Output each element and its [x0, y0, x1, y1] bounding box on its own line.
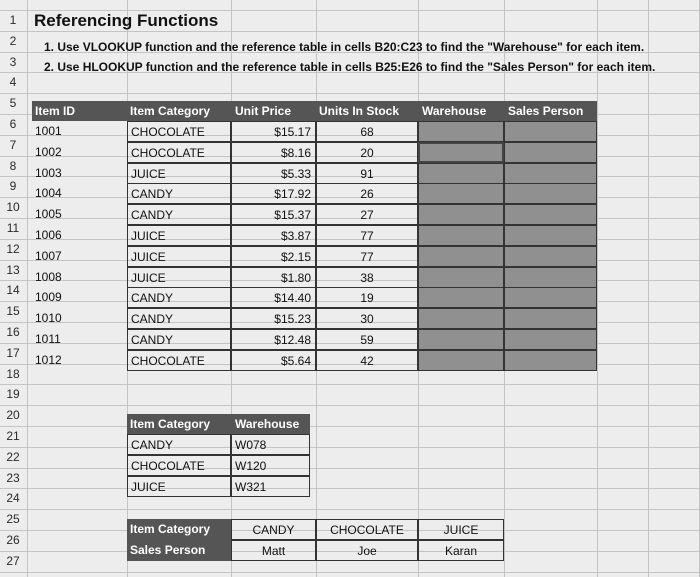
row-number[interactable]: 18 — [6, 366, 20, 381]
cell-unit-price[interactable]: $2.15 — [231, 246, 316, 267]
cell-item-category[interactable]: CHOCOLATE — [127, 350, 231, 371]
cell-warehouse-empty[interactable] — [418, 246, 504, 267]
cell-item-category[interactable]: CANDY — [127, 183, 231, 204]
cell-units-in-stock[interactable]: 42 — [316, 350, 418, 371]
cell-units-in-stock[interactable]: 68 — [316, 121, 418, 142]
row-gridline — [0, 405, 700, 406]
cell-item-id[interactable]: 1007 — [35, 248, 62, 263]
sales-cell-person[interactable]: Karan — [418, 540, 504, 561]
cell-sales-person-empty[interactable] — [504, 204, 597, 225]
header-sales-person[interactable]: Sales Person — [504, 101, 597, 121]
cell-unit-price[interactable]: $3.87 — [231, 225, 316, 246]
row-number[interactable]: 19 — [6, 387, 20, 402]
cell-units-in-stock[interactable]: 77 — [316, 225, 418, 246]
cell-item-category[interactable]: CANDY — [127, 308, 231, 329]
row-gridline — [0, 572, 700, 573]
lookup-cell-category[interactable]: CANDY — [127, 434, 231, 455]
cell-unit-price[interactable]: $14.40 — [231, 287, 316, 308]
cell-warehouse-empty[interactable] — [418, 142, 504, 163]
cell-item-id[interactable]: 1011 — [35, 332, 61, 346]
cell-item-category[interactable]: JUICE — [127, 246, 231, 267]
header-warehouse[interactable]: Warehouse — [418, 101, 504, 121]
cell-item-id[interactable]: 1001 — [35, 124, 62, 138]
sales-cell-category[interactable]: JUICE — [418, 519, 504, 540]
cell-warehouse-empty[interactable] — [418, 308, 504, 329]
cell-item-id[interactable]: 1010 — [35, 311, 62, 326]
sales-label-item-category[interactable]: Item Category — [127, 519, 231, 540]
cell-item-id[interactable]: 1005 — [35, 207, 62, 222]
header-item-category[interactable]: Item Category — [127, 101, 231, 121]
cell-sales-person-empty[interactable] — [504, 163, 597, 184]
cell-sales-person-empty[interactable] — [504, 121, 597, 142]
cell-unit-price[interactable]: $8.16 — [231, 142, 316, 163]
row-number[interactable]: 17 — [6, 345, 20, 360]
header-units-in-stock[interactable]: Units In Stock — [316, 101, 418, 121]
cell-unit-price[interactable]: $15.37 — [231, 204, 316, 225]
lookup-cell-warehouse[interactable]: W120 — [231, 455, 310, 476]
row-number[interactable]: 15 — [6, 304, 20, 319]
cell-unit-price[interactable]: $1.80 — [231, 267, 316, 288]
cell-sales-person-empty[interactable] — [504, 308, 597, 329]
row-number[interactable]: 6 — [9, 117, 17, 131]
cell-warehouse-empty[interactable] — [418, 225, 504, 246]
lookup-cell-warehouse[interactable]: W321 — [231, 476, 310, 497]
sales-cell-person[interactable]: Joe — [316, 540, 418, 561]
lookup-cell-category[interactable]: CHOCOLATE — [127, 455, 231, 476]
row-number[interactable]: 27 — [6, 553, 20, 568]
cell-warehouse-empty[interactable] — [418, 350, 504, 371]
cell-units-in-stock[interactable]: 19 — [316, 287, 418, 308]
row-number[interactable]: 20 — [6, 408, 20, 423]
sales-cell-category[interactable]: CANDY — [231, 519, 316, 540]
cell-sales-person-empty[interactable] — [504, 329, 597, 350]
sales-label-sales-person[interactable]: Sales Person — [127, 540, 231, 561]
cell-item-category[interactable]: JUICE — [127, 163, 231, 184]
row-number[interactable]: 12 — [6, 241, 20, 256]
row-number[interactable]: 22 — [6, 449, 20, 464]
row-number[interactable]: 26 — [6, 533, 20, 547]
row-gridline — [0, 384, 700, 385]
header-item-id[interactable]: Item ID — [32, 101, 127, 121]
cell-sales-person-empty[interactable] — [504, 183, 597, 204]
cell-sales-person-empty[interactable] — [504, 350, 597, 371]
column-gridline — [648, 0, 649, 577]
cell-units-in-stock[interactable]: 38 — [316, 267, 418, 288]
row-number[interactable]: 3 — [9, 54, 17, 69]
cell-unit-price[interactable]: $5.33 — [231, 163, 316, 184]
row-number[interactable]: 2 — [9, 33, 17, 48]
cell-item-category[interactable]: CANDY — [127, 287, 231, 308]
cell-warehouse-empty[interactable] — [418, 329, 504, 350]
row-number[interactable]: 16 — [6, 325, 20, 339]
row-number[interactable]: 8 — [9, 158, 17, 173]
column-gridline — [27, 0, 28, 577]
instruction-2[interactable]: 2. Use HLOOKUP function and the reference table in cells B25:E26 to find the "Sales Person" for each item. — [44, 60, 656, 74]
row-number[interactable]: 11 — [6, 221, 20, 235]
cell-sales-person-empty[interactable] — [504, 246, 597, 267]
lookup-cell-warehouse[interactable]: W078 — [231, 434, 310, 455]
row-number[interactable]: 1 — [9, 13, 17, 27]
cell-item-category[interactable]: CHOCOLATE — [127, 142, 231, 163]
cell-unit-price[interactable]: $5.64 — [231, 350, 316, 371]
cell-item-id[interactable]: 1009 — [35, 290, 62, 305]
lookup-header-warehouse[interactable]: Warehouse — [231, 414, 310, 434]
cell-warehouse-empty[interactable] — [418, 267, 504, 288]
cell-unit-price[interactable]: $17.92 — [231, 183, 316, 204]
row-number[interactable]: 21 — [6, 429, 20, 443]
cell-units-in-stock[interactable]: 59 — [316, 329, 418, 350]
row-gridline — [0, 509, 700, 510]
cell-sales-person-empty[interactable] — [504, 142, 597, 163]
cell-warehouse-empty[interactable] — [418, 287, 504, 308]
row-number[interactable]: 24 — [6, 491, 20, 506]
cell-warehouse-empty[interactable] — [418, 163, 504, 184]
cell-sales-person-empty[interactable] — [504, 287, 597, 308]
row-number[interactable]: 23 — [6, 470, 20, 485]
cell-units-in-stock[interactable]: 91 — [316, 163, 418, 184]
row-number[interactable]: 14 — [6, 283, 20, 298]
lookup-header-item-category[interactable]: Item Category — [127, 414, 231, 434]
cell-warehouse-empty[interactable] — [418, 183, 504, 204]
sales-cell-category[interactable]: CHOCOLATE — [316, 519, 418, 540]
lookup-cell-category[interactable]: JUICE — [127, 476, 231, 497]
row-number[interactable]: 7 — [9, 137, 17, 152]
header-unit-price[interactable]: Unit Price — [231, 101, 316, 121]
cell-item-category[interactable]: CANDY — [127, 329, 231, 350]
row-number[interactable]: 25 — [6, 512, 20, 527]
cell-sales-person-empty[interactable] — [504, 267, 597, 288]
sales-cell-person[interactable]: Matt — [231, 540, 316, 561]
cell-item-id[interactable]: 1012 — [35, 352, 62, 367]
column-gridline — [597, 0, 598, 577]
cell-units-in-stock[interactable]: 26 — [316, 183, 418, 204]
cell-item-id[interactable]: 1003 — [35, 165, 62, 180]
row-number[interactable]: 10 — [6, 200, 20, 215]
row-number[interactable]: 5 — [9, 96, 17, 111]
row-number[interactable]: 9 — [9, 179, 17, 194]
cell-warehouse-empty[interactable] — [418, 204, 504, 225]
cell-unit-price[interactable]: $15.23 — [231, 308, 316, 329]
cell-item-category[interactable]: CHOCOLATE — [127, 121, 231, 142]
cell-units-in-stock[interactable]: 30 — [316, 308, 418, 329]
row-number[interactable]: 13 — [6, 262, 20, 277]
cell-unit-price[interactable]: $12.48 — [231, 329, 316, 350]
cell-units-in-stock[interactable]: 27 — [316, 204, 418, 225]
row-gridline — [0, 447, 700, 448]
cell-item-id[interactable]: 1006 — [35, 228, 62, 242]
sheet-title[interactable]: Referencing Functions — [34, 11, 219, 30]
cell-item-category[interactable]: JUICE — [127, 267, 231, 288]
row-gridline — [0, 93, 700, 94]
cell-sales-person-empty[interactable] — [504, 225, 597, 246]
cell-item-id[interactable]: 1008 — [35, 269, 62, 284]
instruction-1[interactable]: 1. Use VLOOKUP function and the reference table in cells B20:C23 to find the "Warehouse" for each item. — [44, 40, 645, 54]
cell-warehouse-empty[interactable] — [418, 121, 504, 142]
row-number[interactable]: 4 — [9, 75, 17, 90]
cell-units-in-stock[interactable]: 20 — [316, 142, 418, 163]
cell-unit-price[interactable]: $15.17 — [231, 121, 316, 142]
cell-item-id[interactable]: 1002 — [35, 144, 62, 159]
cell-units-in-stock[interactable]: 77 — [316, 246, 418, 267]
row-gridline — [0, 468, 700, 469]
row-gridline — [0, 426, 700, 427]
cell-item-category[interactable]: JUICE — [127, 225, 231, 246]
cell-item-id[interactable]: 1004 — [35, 186, 62, 201]
row-gridline — [0, 488, 700, 489]
cell-item-category[interactable]: CANDY — [127, 204, 231, 225]
